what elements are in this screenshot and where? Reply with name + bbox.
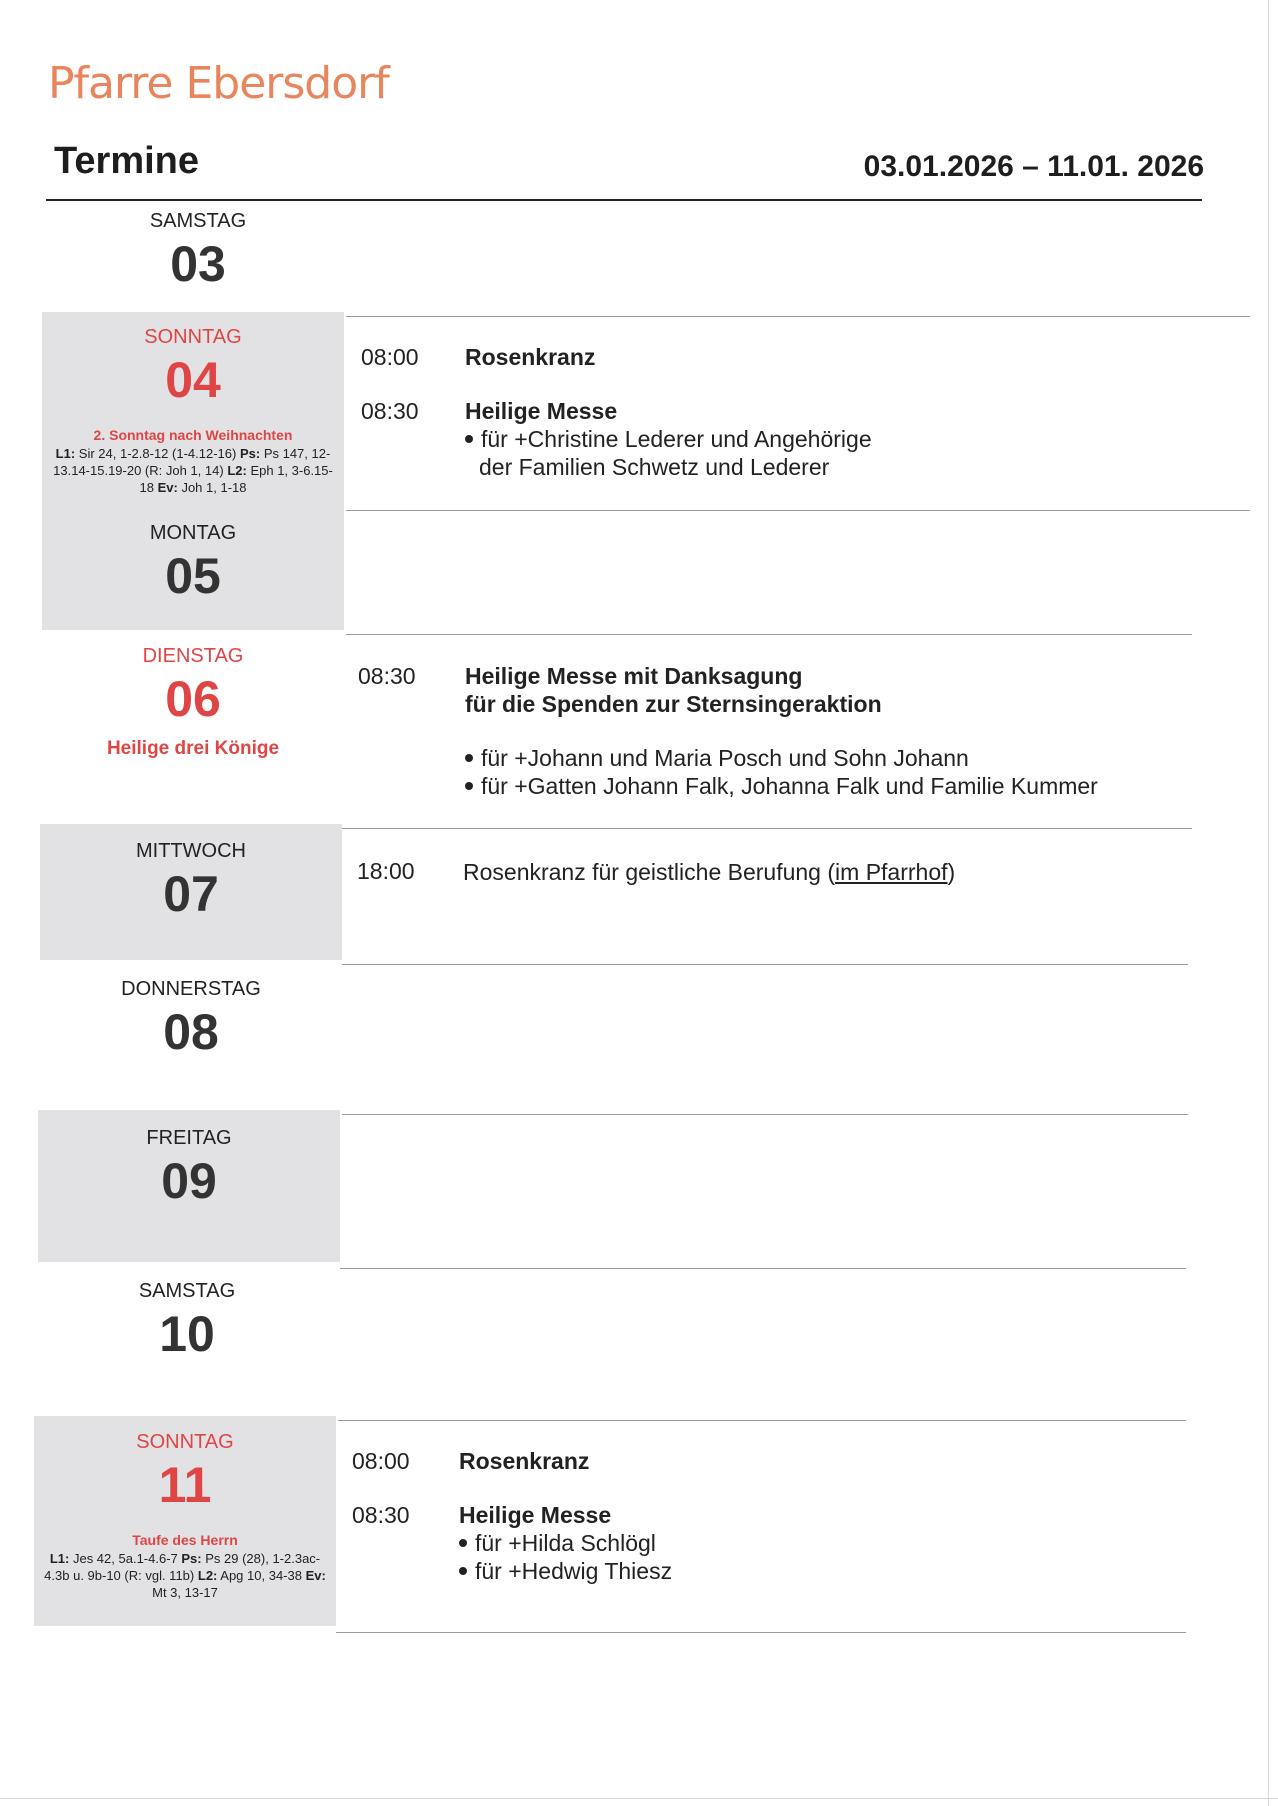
day-number: 11: [158, 1457, 212, 1513]
day-name: SAMSTAG: [149, 210, 247, 232]
row-separator: [336, 1632, 1186, 1633]
readings: L1: Sir 24, 1-2.8-12 (1-4.12-16) Ps: Ps 147, 12-13.14-15.19-20 (R: Joh 1, 14) L2: Eph 1, 3-6.15-18 Ev: Joh 1, 1-18: [53, 446, 333, 495]
event-title: Heilige Messe mit Danksagung: [465, 663, 803, 689]
event-title: Heilige Messe: [465, 398, 618, 424]
row-separator: [342, 964, 1188, 965]
day-number: 06: [165, 671, 221, 727]
event-time: 08:00: [352, 1448, 410, 1474]
day-number: 08: [163, 1004, 219, 1060]
row-separator: [340, 1268, 1186, 1269]
day-block-08: [40, 978, 342, 1060]
day-name: SAMSTAG: [138, 1280, 236, 1302]
day-name: MONTAG: [149, 522, 237, 544]
day-number: 07: [163, 866, 219, 922]
day-block-10: [36, 1280, 338, 1362]
day-number: 05: [165, 548, 221, 604]
day-name: MITTWOCH: [136, 840, 246, 862]
day-block-11: [34, 1431, 336, 1601]
event-title: Rosenkranz: [459, 1448, 590, 1474]
row-separator: [338, 1420, 1186, 1421]
header-divider: [46, 199, 1202, 201]
event-time: 18:00: [357, 858, 415, 884]
row-separator: [346, 316, 1250, 317]
event-note: für +Hilda Schlögl: [459, 1529, 656, 1557]
row-separator: [342, 828, 1192, 829]
bullet-icon: [465, 754, 473, 762]
day-number: 09: [161, 1153, 217, 1209]
day-block-09: [38, 1127, 340, 1209]
event-time: 08:00: [361, 344, 419, 370]
feast-name: Taufe des Herrn: [132, 1532, 238, 1548]
event-note: der Familien Schwetz und Lederer: [479, 454, 830, 480]
location-link[interactable]: im Pfarrhof: [835, 859, 948, 885]
day-block-07: [40, 840, 342, 922]
readings: L1: Jes 42, 5a.1-4.6-7 Ps: Ps 29 (28), 1-2.3ac-4.3b u. 9b-10 (R: vgl. 11b) L2: Apg 10, 34-38 Ev: Mt 3, 13-17: [44, 1551, 326, 1600]
bullet-icon: [465, 782, 473, 790]
day-name: DONNERSTAG: [121, 978, 261, 1000]
event-title: Rosenkranz für geistliche Berufung (im Pfarrhof): [463, 859, 956, 885]
day-name: SONNTAG: [136, 1431, 234, 1453]
date-range: 03.01.2026 – 11.01. 2026: [863, 150, 1204, 183]
event-note: für +Johann und Maria Posch und Sohn Johann: [465, 744, 969, 772]
event-note: für +Gatten Johann Falk, Johanna Falk und Familie Kummer: [465, 772, 1098, 800]
day-name: SONNTAG: [144, 326, 242, 348]
day-name: DIENSTAG: [142, 645, 244, 667]
page-edge: [0, 1798, 1278, 1799]
row-separator: [342, 1114, 1188, 1115]
day-number: 04: [165, 352, 221, 408]
day-number: 10: [159, 1306, 215, 1362]
day-name: FREITAG: [146, 1127, 232, 1149]
event-note: für +Hedwig Thiesz: [459, 1557, 672, 1585]
day-block-04: [42, 326, 344, 496]
feast-name: Heilige drei Könige: [106, 738, 280, 759]
day-block-05: [42, 522, 344, 604]
day-block-03: [118, 210, 278, 292]
event-note: für +Christine Lederer und Angehörige: [465, 425, 872, 453]
event-title: Heilige Messe: [459, 1502, 612, 1528]
row-separator: [346, 510, 1250, 511]
event-time: 08:30: [361, 398, 419, 424]
bullet-icon: [465, 435, 473, 443]
bullet-icon: [459, 1567, 467, 1575]
feast-name: 2. Sonntag nach Weihnachten: [93, 427, 293, 443]
day-block-06: [42, 645, 344, 760]
page-subtitle: Termine: [54, 140, 200, 182]
parish-title: Pfarre Ebersdorf: [48, 58, 389, 109]
event-title-line2: für die Spenden zur Sternsingeraktion: [465, 691, 882, 717]
event-title: Rosenkranz: [465, 344, 596, 370]
event-time: 08:30: [358, 663, 416, 689]
row-separator: [346, 634, 1192, 635]
day-number: 03: [170, 236, 226, 292]
event-time: 08:30: [352, 1502, 410, 1528]
bullet-icon: [459, 1539, 467, 1547]
page-edge: [1268, 0, 1269, 1806]
